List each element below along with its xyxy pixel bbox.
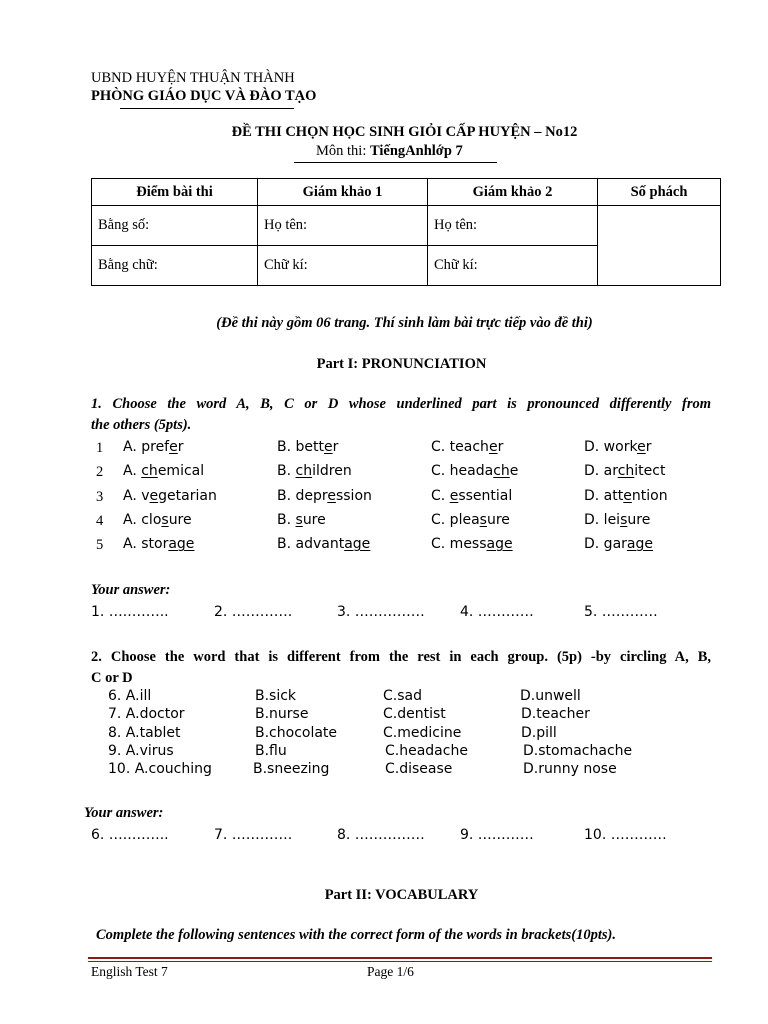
answer-blank[interactable]: 4. ………… <box>460 604 534 620</box>
examiner-2-name-field[interactable]: Họ tên: <box>428 206 598 246</box>
score-table <box>91 178 721 286</box>
underlined-part: e <box>169 439 178 455</box>
answer-option[interactable] <box>277 463 352 479</box>
question-number: 5 <box>96 537 104 554</box>
option-text: r <box>177 439 184 455</box>
answer-option[interactable] <box>123 512 192 528</box>
footer-title: English Test 7 <box>91 964 168 979</box>
table-row <box>92 206 721 246</box>
option-text: B. advant <box>277 536 345 553</box>
answer-blank[interactable]: 8. …………… <box>337 827 425 843</box>
option-text: C. mess <box>431 536 487 553</box>
option-text: A. stor <box>123 536 169 553</box>
option-text: A. clo <box>123 511 162 528</box>
answer-option[interactable] <box>123 439 184 455</box>
answer-blank[interactable]: 10. ………… <box>584 827 667 843</box>
answer-option[interactable] <box>431 463 518 479</box>
underlined-part: e <box>327 487 336 504</box>
underlined-part: age <box>168 536 195 553</box>
option-text: r <box>332 439 339 455</box>
underlined-part: ch <box>141 463 158 480</box>
option-text: D. gar <box>584 536 627 553</box>
header-score: Điểm bài thi <box>92 179 258 206</box>
underlined-part: e <box>149 487 159 504</box>
exam-note: (Đề thi này gồm 06 trang. Thí sinh làm bài trực tiếp vào đề thi) <box>216 315 593 331</box>
score-in-numbers-field[interactable]: Bằng số: <box>92 206 258 246</box>
choice-option[interactable]: D.pill <box>521 724 557 741</box>
score-in-words-field[interactable]: Bằng chữ: <box>92 246 258 286</box>
answer-option[interactable] <box>277 488 372 504</box>
exam-title: ĐỀ THI CHỌN HỌC SINH GIỎI CẤP HUYỆN – No12 <box>231 124 578 140</box>
option-text: r <box>497 439 504 455</box>
option-text: ure <box>302 511 326 528</box>
answer-option[interactable] <box>584 439 651 455</box>
footer-rule-top <box>88 957 712 959</box>
question-number: 1 <box>96 440 104 456</box>
department-name: PHÒNG GIÁO DỤC VÀ ĐÀO TẠO <box>91 88 317 104</box>
answer-blank[interactable]: 2. …………. <box>214 604 293 620</box>
answer-option[interactable] <box>277 439 338 455</box>
option-text: ssion <box>335 487 372 504</box>
question2-instruction-cont: C or D <box>91 670 133 686</box>
option-text: D. att <box>584 487 624 504</box>
underlined-part: s <box>620 511 628 528</box>
answer-label-1: Your answer: <box>91 582 171 598</box>
answer-option[interactable] <box>123 463 204 479</box>
answer-blank[interactable]: 7. …………. <box>214 827 293 843</box>
examiner-2-signature-field[interactable]: Chữ kí: <box>428 246 598 286</box>
question1-instruction-cont: the others (5pts). <box>91 417 192 433</box>
answer-option[interactable] <box>431 439 503 455</box>
option-text: ure <box>486 511 510 528</box>
score-table-header <box>92 179 721 206</box>
answer-blank[interactable]: 3. …………… <box>337 604 425 620</box>
underlined-part: e <box>637 439 646 455</box>
underlined-part: ch <box>295 463 313 480</box>
answer-option[interactable] <box>584 512 650 528</box>
option-text: B. <box>277 463 296 480</box>
option-text: B. depr <box>277 487 328 504</box>
option-text: A. v <box>123 487 150 504</box>
part1-title: Part I: PRONUNCIATION <box>316 356 487 372</box>
choice-option[interactable]: D.runny nose <box>523 761 617 778</box>
underlined-part: s <box>479 511 487 528</box>
header-examiner-2: Giám khảo 2 <box>428 179 598 206</box>
subject-value: TiếngAnhlớp 7 <box>369 143 463 159</box>
option-text: emical <box>157 463 205 480</box>
choice-option[interactable]: C.medicine <box>383 724 462 741</box>
underlined-part: e <box>449 487 459 504</box>
question1-instruction: 1. Choose the word A, B, C or D whose underlined part is pronounced differently from <box>91 396 711 412</box>
answer-option[interactable] <box>277 536 370 552</box>
choice-option[interactable]: B.sneezing <box>253 761 330 778</box>
answer-option[interactable] <box>123 536 194 552</box>
answer-blank[interactable]: 1. …..…….. <box>91 604 169 620</box>
underlined-part: s <box>295 511 303 528</box>
code-cell[interactable] <box>598 206 721 286</box>
header-divider <box>120 108 294 109</box>
organization-name: UBND HUYỆN THUẬN THÀNH <box>91 70 295 86</box>
answer-option[interactable] <box>584 536 653 552</box>
option-text: ure <box>168 511 192 528</box>
option-text: A. <box>123 463 142 480</box>
choice-option[interactable]: B.sick <box>255 688 297 704</box>
choice-option[interactable]: D.stomachache <box>523 742 633 759</box>
underlined-part: age <box>486 536 513 553</box>
choice-option[interactable]: 10. A.couching <box>108 761 212 778</box>
option-text: r <box>645 439 652 455</box>
choice-option[interactable]: C.headache <box>385 742 468 759</box>
underlined-part: e <box>323 439 333 455</box>
option-text: D. lei <box>584 511 621 528</box>
option-text: getarian <box>158 487 217 504</box>
header-code: Số phách <box>598 179 721 206</box>
examiner-1-name-field[interactable]: Họ tên: <box>258 206 428 246</box>
part2-title: Part II: VOCABULARY <box>324 887 479 903</box>
underlined-part: ch <box>617 463 635 480</box>
underlined-part: s <box>161 511 169 528</box>
part2-instruction: Complete the following sentences with the correct form of the words in brackets(10pts). <box>96 927 616 943</box>
underlined-part: age <box>344 536 371 553</box>
footer-rule-bottom <box>88 961 712 962</box>
option-text: A. pref <box>123 439 170 455</box>
subject-line <box>316 143 463 160</box>
option-text: C. heada <box>431 463 494 480</box>
answer-option[interactable] <box>431 536 513 552</box>
question-number: 3 <box>96 488 104 505</box>
option-text: ssential <box>458 487 513 504</box>
option-text: itect <box>634 463 666 480</box>
option-text: C. teach <box>431 439 489 455</box>
option-text: D. ar <box>584 463 618 480</box>
answer-blank[interactable]: 6. …..…….. <box>91 827 169 843</box>
choice-option[interactable]: D.teacher <box>521 706 590 723</box>
choice-option[interactable]: B.chocolate <box>255 724 338 741</box>
option-text: D. work <box>584 439 638 455</box>
subject-label: Môn thi: <box>316 143 370 159</box>
examiner-1-signature-field[interactable]: Chữ kí: <box>258 246 428 286</box>
choice-option[interactable]: 7. A.doctor <box>108 706 185 723</box>
choice-option[interactable]: C.dentist <box>383 706 446 723</box>
answer-option[interactable] <box>584 488 668 504</box>
option-text: B. <box>277 511 296 528</box>
option-text: ildren <box>312 463 352 480</box>
answer-option[interactable] <box>277 512 326 528</box>
choice-option[interactable]: 6. A.ill <box>108 688 152 704</box>
underlined-part: age <box>626 536 653 553</box>
header-examiner-1: Giám khảo 1 <box>258 179 428 206</box>
answer-option[interactable] <box>431 512 510 528</box>
answer-option[interactable] <box>431 488 512 504</box>
choice-option[interactable]: D.unwell <box>520 688 581 704</box>
answer-blank[interactable]: 5. ………… <box>584 604 658 620</box>
choice-option[interactable]: 8. A.tablet <box>108 724 181 741</box>
option-text: C. plea <box>431 511 480 528</box>
choice-option[interactable]: C.sad <box>383 688 422 704</box>
answer-label-2: Your answer: <box>84 805 164 821</box>
page-number: Page 1/6 <box>367 964 414 979</box>
underlined-part: e <box>623 487 632 504</box>
option-text: B. bett <box>277 439 324 455</box>
answer-blank[interactable]: 9. ………… <box>460 827 534 843</box>
answer-option[interactable] <box>123 488 217 504</box>
option-text: C. <box>431 487 450 504</box>
underlined-part: e <box>488 439 498 455</box>
question2-instruction: 2. Choose the word that is different from the rest in each group. (5p) -by circling A, B, <box>91 649 711 665</box>
question-number: 2 <box>96 464 104 481</box>
choice-option[interactable]: B.flu <box>255 742 287 759</box>
subject-underline <box>294 162 497 163</box>
choice-option[interactable]: B.nurse <box>255 706 309 723</box>
underlined-part: ch <box>493 463 510 480</box>
choice-option[interactable]: 9. A.virus <box>108 742 174 759</box>
option-text: e <box>509 463 519 480</box>
option-text: ure <box>627 511 651 528</box>
choice-option[interactable]: C.disease <box>385 761 453 778</box>
question-number: 4 <box>96 512 104 529</box>
answer-option[interactable] <box>584 463 665 479</box>
option-text: ntion <box>631 487 668 504</box>
